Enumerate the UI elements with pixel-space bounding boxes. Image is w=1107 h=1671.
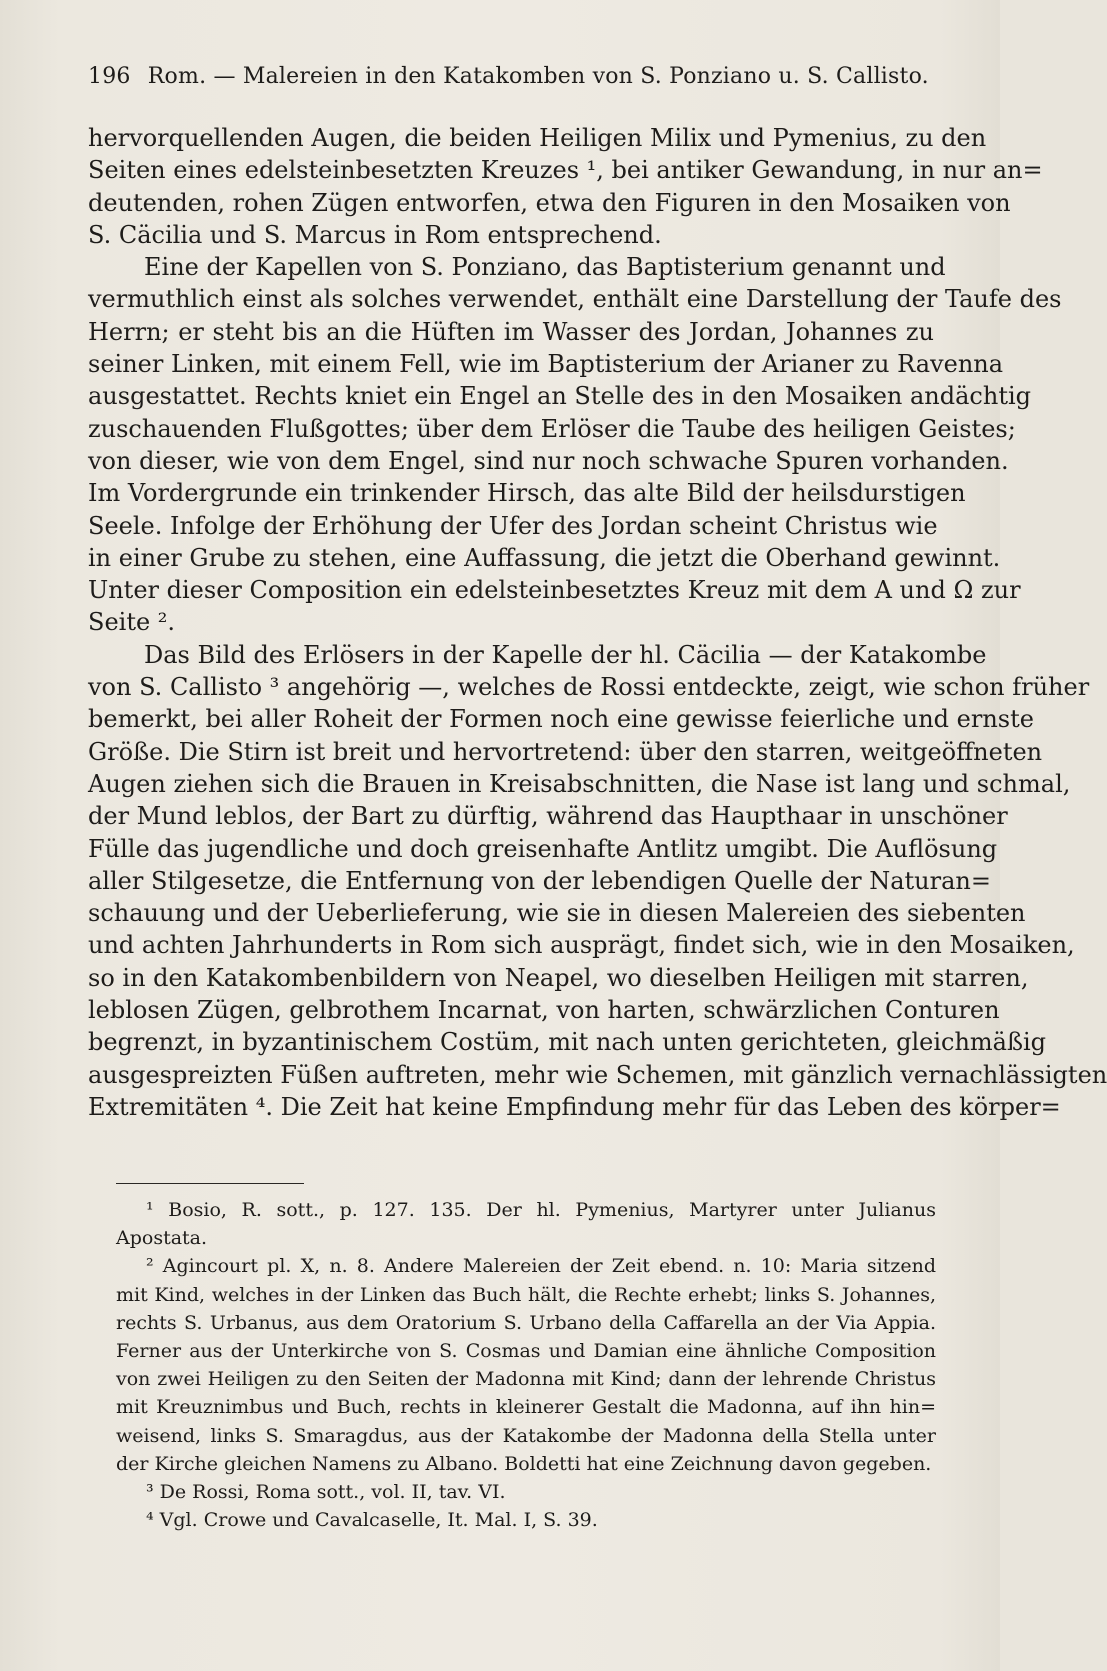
text-line: bemerkt, bei aller Roheit der Formen noch eine gewisse feierliche und ernste bbox=[88, 705, 1034, 734]
footnote-line: der Kirche gleichen Namens zu Albano. Boldetti hat eine Zeichnung davon gegeben. bbox=[116, 1452, 932, 1475]
footnote-line: ³ De Rossi, Roma sott., vol. II, tav. VI. bbox=[146, 1480, 506, 1503]
text-line: Im Vordergrunde ein trinkender Hirsch, das alte Bild der heilsdurstigen bbox=[88, 479, 966, 508]
text-line: seiner Linken, mit einem Fell, wie im Baptisterium der Arianer zu Ravenna bbox=[88, 350, 1004, 379]
text-line: so in den Katakombenbildern von Neapel, wo dieselben Heiligen mit starren, bbox=[88, 963, 1029, 992]
text-line: ausgespreizten Füßen auftreten, mehr wie Schemen, mit gänzlich vernachlässigten bbox=[88, 1060, 1107, 1089]
footnote-line: mit Kreuznimbus und Buch, rechts in kleinerer Gestalt die Madonna, auf ihn hin= bbox=[116, 1396, 936, 1419]
footnote-line: Ferner aus der Unterkirche von S. Cosmas und Damian eine ähnliche Composition bbox=[116, 1339, 936, 1362]
text-line: S. Cäcilia und S. Marcus in Rom entsprechend. bbox=[88, 220, 662, 249]
footnote-line: weisend, links S. Smaragdus, aus der Katakombe der Madonna della Stella unter bbox=[116, 1424, 936, 1447]
text-line: ausgestattet. Rechts kniet ein Engel an Stelle des in den Mosaiken andächtig bbox=[88, 382, 1032, 411]
text-line: Seiten eines edelsteinbesetzten Kreuzes ¹, bei antiker Gewandung, in nur an= bbox=[88, 156, 1043, 185]
text-line: Größe. Die Stirn ist breit und hervortretend: über den starren, weitgeöffneten bbox=[88, 737, 1043, 766]
text-line: Eine der Kapellen von S. Ponziano, das Baptisterium genannt und bbox=[144, 253, 946, 282]
text-line: der Mund leblos, der Bart zu dürftig, während das Haupthaar in unschöner bbox=[88, 802, 1008, 831]
footnote-line: mit Kind, welches in der Linken das Buch hält, die Rechte erhebt; links S. Johannes, bbox=[116, 1283, 936, 1306]
text-line: und achten Jahrhunderts in Rom sich ausprägt, findet sich, wie in den Mosaiken, bbox=[88, 931, 1075, 960]
text-line: Augen ziehen sich die Brauen in Kreisabschnitten, die Nase ist lang und schmal, bbox=[88, 769, 1071, 798]
text-line: hervorquellenden Augen, die beiden Heiligen Milix und Pymenius, zu den bbox=[88, 124, 987, 152]
text-line: Seite ². bbox=[88, 608, 176, 637]
text-line: schauung und der Ueberlieferung, wie sie in diesen Malereien des siebenten bbox=[88, 899, 1026, 928]
text-line: vermuthlich einst als solches verwendet, enthält eine Darstellung der Taufe des bbox=[88, 285, 1062, 314]
text-line: zuschauenden Flußgottes; über dem Erlöser die Taube des heiligen Geistes; bbox=[88, 414, 1016, 443]
footnote-line: Apostata. bbox=[116, 1227, 208, 1250]
text-line: aller Stilgesetze, die Entfernung von der lebendigen Quelle der Naturan= bbox=[88, 866, 991, 895]
footnote-line: von zwei Heiligen zu den Seiten der Madonna mit Kind; dann der lehrende Christus bbox=[116, 1368, 936, 1391]
footnote-line: rechts S. Urbanus, aus dem Oratorium S. Urbano della Caffarella an der Via Appia. bbox=[116, 1311, 936, 1334]
text-line: Das Bild des Erlösers in der Kapelle der hl. Cäcilia — der Katakombe bbox=[144, 640, 987, 669]
text-line: von dieser, wie von dem Engel, sind nur noch schwache Spuren vorhanden. bbox=[88, 446, 1009, 475]
text-line: Seele. Infolge der Erhöhung der Ufer des Jordan scheint Christus wie bbox=[88, 511, 938, 540]
text-line: Unter dieser Composition ein edelsteinbesetztes Kreuz mit dem A und Ω zur bbox=[88, 576, 1021, 605]
footnote-line: ⁴ Vgl. Crowe und Cavalcaselle, It. Mal. I, S. 39. bbox=[146, 1509, 598, 1532]
text-line: Extremitäten ⁴. Die Zeit hat keine Empfindung mehr für das Leben des körper= bbox=[88, 1092, 1061, 1121]
text-line: begrenzt, in byzantinischem Costüm, mit nach unten gerichteten, gleichmäßig bbox=[88, 1028, 1047, 1057]
footnote-line: ¹ Bosio, R. sott., p. 127. 135. Der hl. Pymenius, Martyrer unter Julianus bbox=[146, 1199, 936, 1221]
text-line: von S. Callisto ³ angehörig —, welches de Rossi entdeckte, zeigt, wie schon früher bbox=[88, 673, 1090, 702]
running-header bbox=[88, 64, 938, 89]
page-number: 196 bbox=[88, 64, 131, 89]
text-line: Fülle das jugendliche und doch greisenhafte Antlitz umgibt. Die Auflösung bbox=[88, 834, 998, 863]
footnotes bbox=[116, 1196, 936, 1534]
text-line: Herrn; er steht bis an die Hüften im Wasser des Jordan, Johannes zu bbox=[88, 317, 934, 346]
footnote-line: ² Agincourt pl. X, n. 8. Andere Malereien der Zeit ebend. n. 10: Maria sitzend bbox=[146, 1255, 936, 1278]
text-line: in einer Grube zu stehen, eine Auffassung, die jetzt die Oberhand gewinnt. bbox=[88, 543, 1001, 572]
text-line: deutenden, rohen Zügen entworfen, etwa den Figuren in den Mosaiken von bbox=[88, 188, 1011, 217]
footnote-divider bbox=[116, 1183, 304, 1184]
text-line: leblosen Zügen, gelbrothem Incarnat, von harten, schwärzlichen Conturen bbox=[88, 996, 1000, 1025]
running-title: Rom. — Malereien in den Katakomben von S. Ponziano u. S. Callisto. bbox=[147, 64, 929, 89]
main-text bbox=[88, 122, 1107, 1123]
